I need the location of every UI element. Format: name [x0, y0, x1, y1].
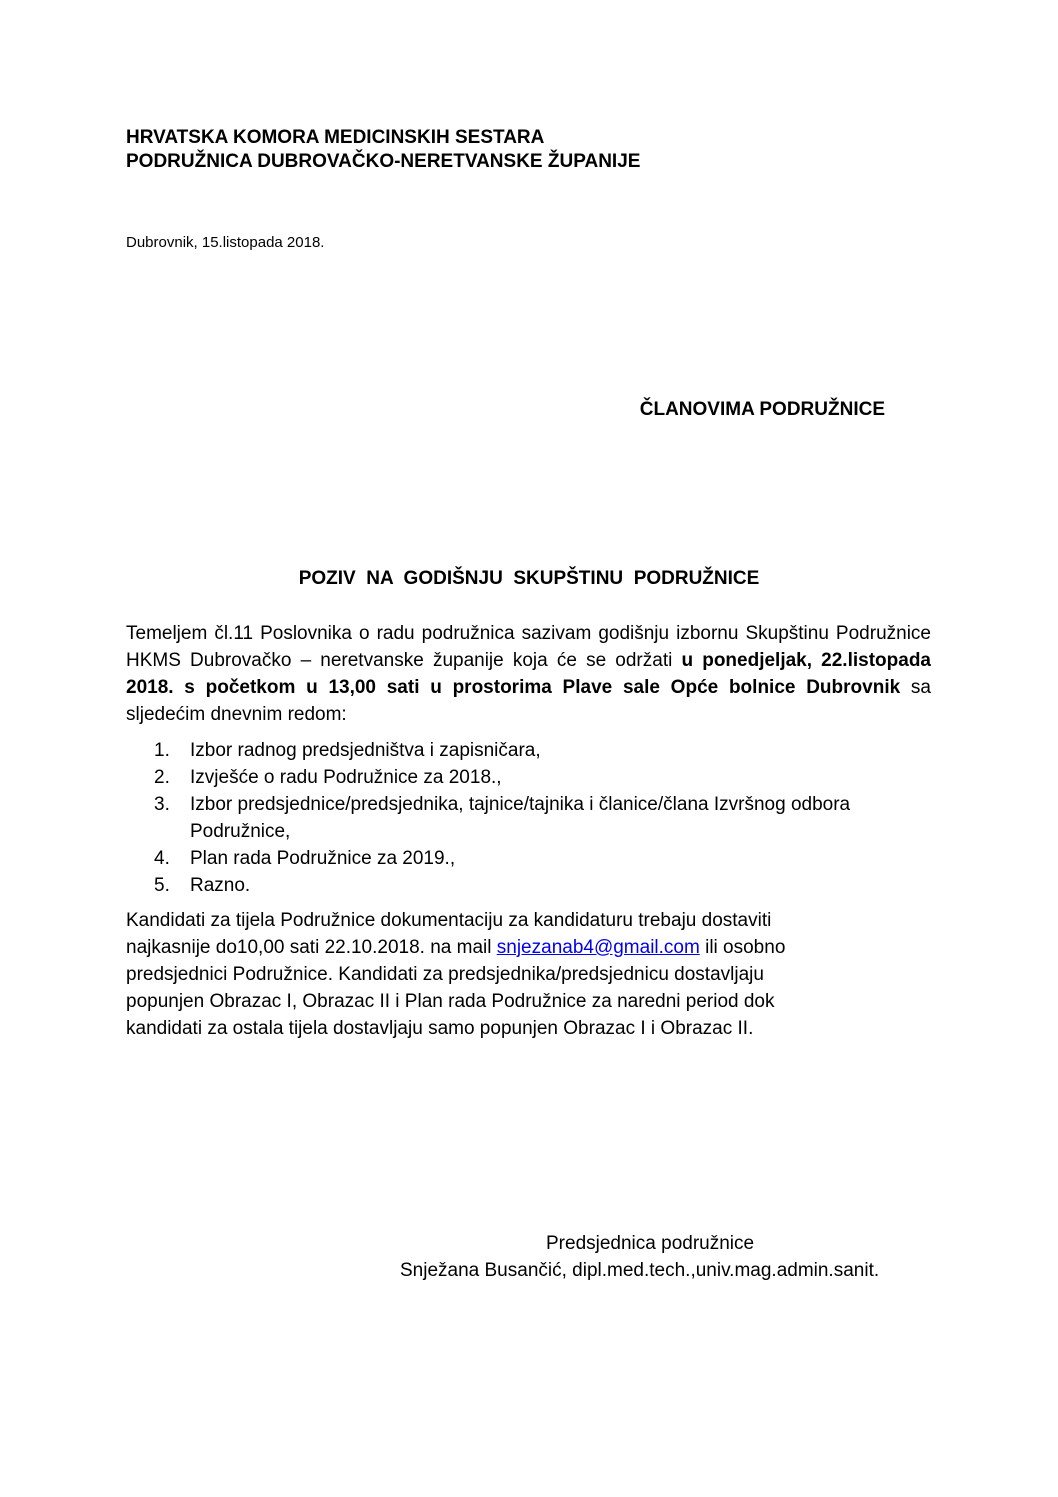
- agenda-item-number: 2.: [154, 767, 170, 788]
- agenda-item-number: 5.: [154, 875, 170, 896]
- signature-name: Snježana Busančić, dipl.med.tech.,univ.mag.admin.sanit.: [400, 1260, 880, 1281]
- agenda-item-text: Plan rada Podružnice za 2019.,: [190, 848, 456, 869]
- agenda-list: [126, 737, 936, 899]
- agenda-item-text: Izbor radnog predsjedništva i zapisničara,: [190, 740, 541, 761]
- agenda-item-text: Razno.: [190, 875, 251, 896]
- recipient-line: ČLANOVIMA PODRUŽNICE: [639, 399, 885, 420]
- agenda-item: [126, 872, 936, 899]
- closing-line-2-before: najkasnije do10,00 sati 22.10.2018. na mail: [126, 937, 497, 958]
- agenda-item-text: Izvješće o radu Podružnice za 2018.,: [190, 767, 502, 788]
- header-line-1: HRVATSKA KOMORA MEDICINSKIH SESTARA: [126, 127, 545, 148]
- agenda-item-number: 1.: [154, 740, 170, 761]
- document-title: POZIV NA GODIŠNJU SKUPŠTINU PODRUŽNICE: [298, 568, 760, 589]
- email-link[interactable]: snjezanab4@gmail.com: [496, 937, 700, 958]
- closing-line-3: predsjednici Podružnice. Kandidati za predsjednika/predsjednicu dostavljaju: [126, 964, 764, 985]
- agenda-item: [126, 845, 936, 872]
- agenda-item-number: 3.: [154, 794, 170, 815]
- closing-line-2: [126, 934, 936, 961]
- intro-paragraph: [126, 620, 931, 728]
- agenda-item-text: Izbor predsjednice/predsjednika, tajnice/tajnika i članice/člana Izvršnog odbora Podružnice,: [190, 794, 851, 842]
- closing-line-4: popunjen Obrazac I, Obrazac II i Plan rada Podružnice za naredni period dok: [126, 991, 775, 1012]
- intro-text-1: Temeljem čl.11 Poslovnika o radu podružnica sazivam godišnju izbornu Skupštinu Podružnice HKMS Dubrovačko – neretvanske županije koja će se održati: [126, 623, 931, 671]
- closing-paragraph: [126, 907, 936, 1042]
- organization-header: [126, 126, 640, 174]
- intro-text-bold: u ponedjeljak, 22.listopada 2018. s početkom u 13,00 sati u prostorima Plave sale Opće bolnice Dubrovnik: [126, 650, 931, 698]
- header-line-2: PODRUŽNICA DUBROVAČKO-NERETVANSKE ŽUPANIJE: [126, 151, 641, 172]
- agenda-item-number: 4.: [154, 848, 170, 869]
- closing-line-5: kandidati za ostala tijela dostavljaju samo popunjen Obrazac I i Obrazac II.: [126, 1018, 754, 1039]
- intro-text-2: sa sljedećim dnevnim redom:: [126, 677, 931, 725]
- agenda-item: [126, 764, 936, 791]
- agenda-item: [126, 737, 936, 764]
- signature-role: Predsjednica podružnice: [546, 1233, 755, 1254]
- closing-line-2-after: ili osobno: [699, 937, 786, 958]
- signature-block: [400, 1230, 879, 1284]
- closing-line-1: Kandidati za tijela Podružnice dokumentaciju za kandidaturu trebaju dostaviti: [126, 910, 772, 931]
- document-date: Dubrovnik, 15.listopada 2018.: [126, 234, 325, 251]
- agenda-item: [126, 791, 936, 845]
